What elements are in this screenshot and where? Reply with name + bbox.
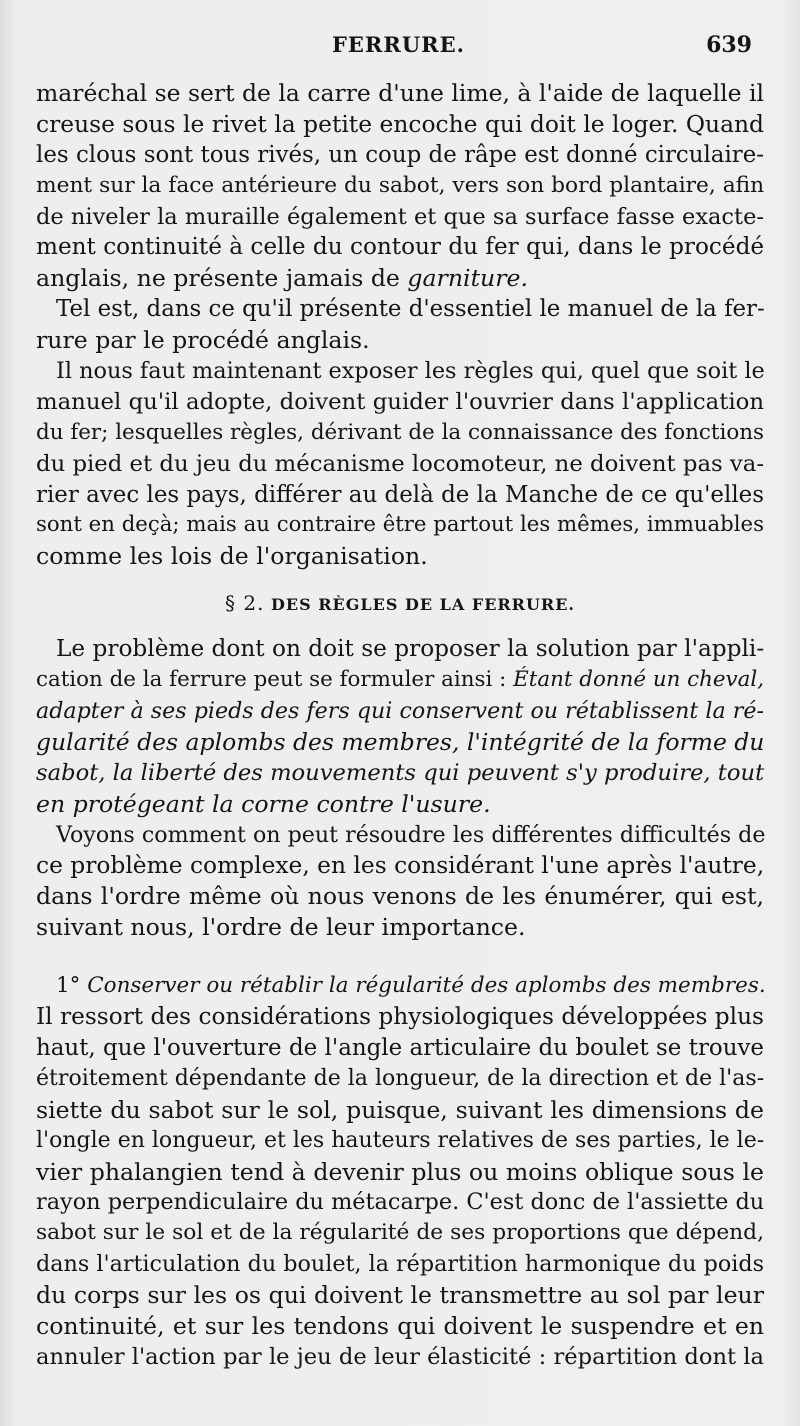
text-line: [36, 665, 764, 696]
text-run: cation de la ferrure peut se formuler ainsi :: [36, 667, 507, 693]
text-line: dans l'articulation du boulet, la répartition harmonique du poids: [36, 1251, 764, 1278]
italic-run: adapter à ses pieds des fers qui conservent ou rétablissent la ré-: [36, 698, 764, 725]
text-line: dans l'ordre même où nous venons de les énumérer, qui est,: [36, 882, 764, 911]
text-line: [36, 971, 764, 1002]
text-line: [36, 696, 764, 727]
text-line: [36, 263, 764, 294]
section-heading: [36, 572, 764, 634]
text-line: manuel qu'il adopte, doivent guider l'ouvrier dans l'application: [36, 388, 764, 415]
text-line: rayon perpendiculaire du métacarpe. C'est donc de l'assiette du: [36, 1189, 765, 1216]
section-number: § 2.: [225, 591, 265, 616]
italic-term: garniture.: [407, 264, 528, 293]
text-line: creuse sous le rivet la petite encoche qui doit le loger. Quand: [36, 109, 764, 138]
paragraph-gap: [36, 943, 764, 971]
running-title: FERRURE.: [332, 32, 465, 57]
text-line: siette du sabot sur le sol, puisque, suivant les dimensions de: [36, 1095, 764, 1124]
text-line: l'ongle en longueur, et les hauteurs relatives de ses parties, le le-: [36, 1127, 765, 1153]
text-line: Tel est, dans ce qu'il présente d'essentiel le manuel de la fer-: [56, 296, 765, 323]
section-title: DES RÈGLES DE LA FERRURE.: [271, 595, 575, 615]
text-line: ce problème complexe, en les considérant l'une après l'autre,: [36, 851, 765, 880]
text-line: les clous sont tous rivés, un coup de râpe est donné circulaire-: [36, 141, 764, 168]
text-line: annuler l'action par le jeu de leur élasticité : répartition dont la: [36, 1343, 764, 1370]
text-line: haut, que l'ouverture de l'angle articulaire du boulet se trouve: [36, 1034, 764, 1061]
text-line: rier avec les pays, différer au delà de la Manche de ce qu'elles: [36, 481, 764, 508]
text-line: du corps sur les os qui doivent le transmettre au sol par leur: [36, 1281, 764, 1310]
body-text: [36, 78, 764, 1373]
text-line: du fer; lesquelles règles, dérivant de la connaissance des fonctions: [36, 419, 764, 445]
text-line: sabot sur le sol et de la régularité de ses proportions que dépend,: [36, 1220, 764, 1246]
text-line: sont en deçà; mais au contraire être partout les mêmes, immuables: [36, 512, 764, 538]
text-line: [36, 789, 764, 820]
text-line: du pied et du jeu du mécanisme locomoteur, ne doivent pas va-: [36, 450, 765, 477]
page-number: 639: [706, 32, 752, 58]
text-line: de niveler la muraille également et que sa surface fasse exacte-: [36, 203, 764, 230]
text-run: anglais, ne présente jamais de: [36, 264, 400, 293]
text-line: ment sur la face antérieure du sabot, vers son bord plantaire, afin: [36, 172, 765, 198]
text-line: [36, 727, 764, 758]
text-line: comme les lois de l'organisation.: [36, 542, 428, 571]
text-line: rure par le procédé anglais.: [36, 326, 370, 355]
text-line: maréchal se sert de la carre d'une lime, à l'aide de laquelle il: [36, 79, 764, 107]
italic-run: Étant donné un cheval,: [513, 667, 765, 693]
italic-run: sabot, la liberté des mouvements qui peuvent s'y produire, tout: [36, 759, 765, 786]
text-line: ment continuité à celle du contour du fer qui, dans le procédé: [36, 234, 765, 261]
text-line: vier phalangien tend à devenir plus ou moins oblique sous le: [36, 1157, 764, 1186]
running-head: [0, 32, 800, 62]
text-line: Il nous faut maintenant exposer les règles qui, quel que soit le: [56, 358, 765, 385]
text-line: continuité, et sur les tendons qui doivent le suspendre et en: [36, 1311, 764, 1340]
text-line: Le problème dont on doit se proposer la solution par l'appli-: [56, 635, 765, 663]
italic-run: en protégeant la corne contre l'usure.: [36, 789, 491, 818]
text-line: [36, 758, 764, 789]
text-line: Voyons comment on peut résoudre les différentes difficultés de: [56, 821, 766, 848]
item-number: 1°: [56, 973, 81, 999]
text-line: Il ressort des considérations physiologiques développées plus: [36, 1003, 764, 1031]
italic-run: gularité des aplombs des membres, l'intégrité de la forme du: [36, 727, 765, 756]
text-line: étroitement dépendante de la longueur, de la direction et de l'as-: [36, 1065, 765, 1091]
italic-heading: Conserver ou rétablir la régularité des aplombs des membres.: [87, 973, 766, 999]
text-line: suivant nous, l'ordre de leur importance.: [36, 913, 526, 942]
